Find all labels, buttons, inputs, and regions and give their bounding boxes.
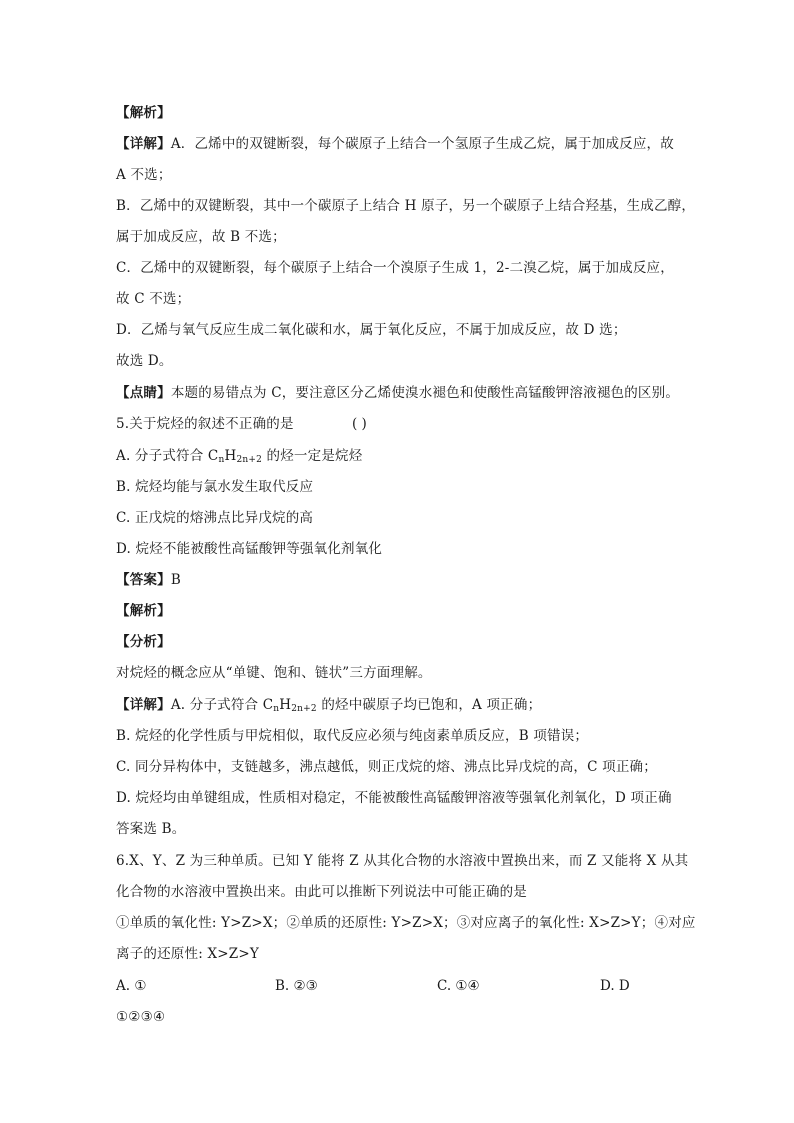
conclusion-line: 故选 D。 [116, 353, 173, 369]
detail-heading: 【详解】 [116, 136, 171, 152]
question-6-option-d: D. D [600, 978, 630, 994]
subscript: 2n+2 [236, 455, 263, 465]
detail-option-b-line2: 属于加成反应，故 B 不选； [116, 229, 286, 245]
question-6-statements-line1: ①单质的氧化性: Y>Z>X；②单质的还原性: Y>Z>X；③对应离子的氧化性: X>Z>Y；④对应 [116, 915, 696, 931]
subscript: n [273, 704, 280, 714]
question-6-option-d-continued: ①②③④ [116, 1009, 166, 1025]
detail-option-d-line1: D．乙烯与氧气反应生成二氧化碳和水，属于氧化反应，不属于加成反应，故 D 选； [116, 322, 627, 338]
answer-heading: 【答案】 [116, 572, 171, 588]
question-5-paren: ( ) [352, 416, 367, 432]
question-5-detail-b: B. 烷烃的化学性质与甲烷相似，取代反应必须与纯卤素单质反应，B 项错误； [116, 728, 589, 744]
opt-text: 的烃一定是烷烃 [262, 448, 363, 464]
question-6-option-a: A. ① [116, 978, 147, 994]
question-6-stem-line2: 化合物的水溶液中置换出来。由此可以推断下列说法中可能正确的是 [116, 884, 527, 900]
detail-heading: 【详解】 [116, 697, 171, 713]
question-5-stem: 5.关于烷烃的叙述不正确的是 [116, 416, 294, 432]
subscript: n [218, 455, 225, 465]
question-5-answer [116, 570, 181, 590]
detail-option-c-line1: C．乙烯中的双键断裂，每个碳原子上结合一个溴原子生成 1，2-二溴乙烷，属于加成反应， [116, 260, 674, 276]
answer-value: B [170, 572, 181, 588]
question-5-fenxi-text: 对烷烃的概念应从“单键、饱和、链状”三方面理解。 [116, 665, 432, 681]
detail-option-a-line1 [116, 134, 674, 154]
detail-text: A．乙烯中的双键断裂，每个碳原子上结合一个氢原子生成乙烷，属于加成反应，故 [170, 136, 674, 152]
opt-text: H [224, 448, 237, 464]
question-5-option-b: B. 烷烃均能与氯水发生取代反应 [116, 479, 314, 495]
question-5-option-a [116, 446, 362, 466]
detail-text: H [279, 697, 292, 713]
question-6-statements-line2: 离子的还原性: X>Z>Y [116, 946, 259, 962]
question-6-stem-line1: 6.X、Y、Z 为三种单质。已知 Y 能将 Z 从其化合物的水溶液中置换出来，而 Z 又能将 X 从其 [116, 853, 689, 869]
question-5-detail-a [116, 695, 541, 715]
detail-option-c-line2: 故 C 不选； [116, 291, 191, 307]
tip-heading: 【点睛】 [116, 385, 171, 401]
question-5-fenxi-heading: 【分析】 [116, 634, 171, 650]
detail-option-a-line2: A 不选； [116, 167, 172, 183]
subscript: 2n+2 [291, 704, 317, 714]
analysis-heading: 【解析】 [116, 105, 171, 121]
detail-option-b-line1: B．乙烯中的双键断裂，其中一个碳原子上结合 H 原子，另一个碳原子上结合羟基，生成乙醇， [116, 198, 696, 214]
question-5-detail-d: D. 烷烃均由单键组成，性质相对稳定，不能被酸性高锰酸钾溶液等强氧化剂氧化，D 项正确 [116, 790, 672, 806]
opt-text: A. 分子式符合 C [116, 448, 219, 464]
detail-text: 的烃中碳原子均已饱和，A 项正确； [316, 697, 542, 713]
question-6-option-b: B. ②③ [275, 978, 318, 994]
tip-text: 本题的易错点为 C，要注意区分乙烯使溴水褪色和使酸性高锰酸钾溶液褪色的区别。 [170, 385, 680, 401]
question-5-final-answer: 答案选 B。 [116, 821, 186, 837]
question-5-detail-c: C. 同分异构体中，支链越多，沸点越低，则正戊烷的熔、沸点比异戊烷的高，C 项正确； [116, 759, 657, 775]
tip-line [116, 383, 679, 403]
question-5-option-d: D. 烷烃不能被酸性高锰酸钾等强氧化剂氧化 [116, 541, 383, 557]
question-5-analysis-heading: 【解析】 [116, 603, 171, 619]
detail-text: A. 分子式符合 C [170, 697, 274, 713]
question-5-option-c: C. 正戊烷的熔沸点比异戊烷的高 [116, 510, 314, 526]
question-6-option-c: C. ①④ [437, 978, 480, 994]
